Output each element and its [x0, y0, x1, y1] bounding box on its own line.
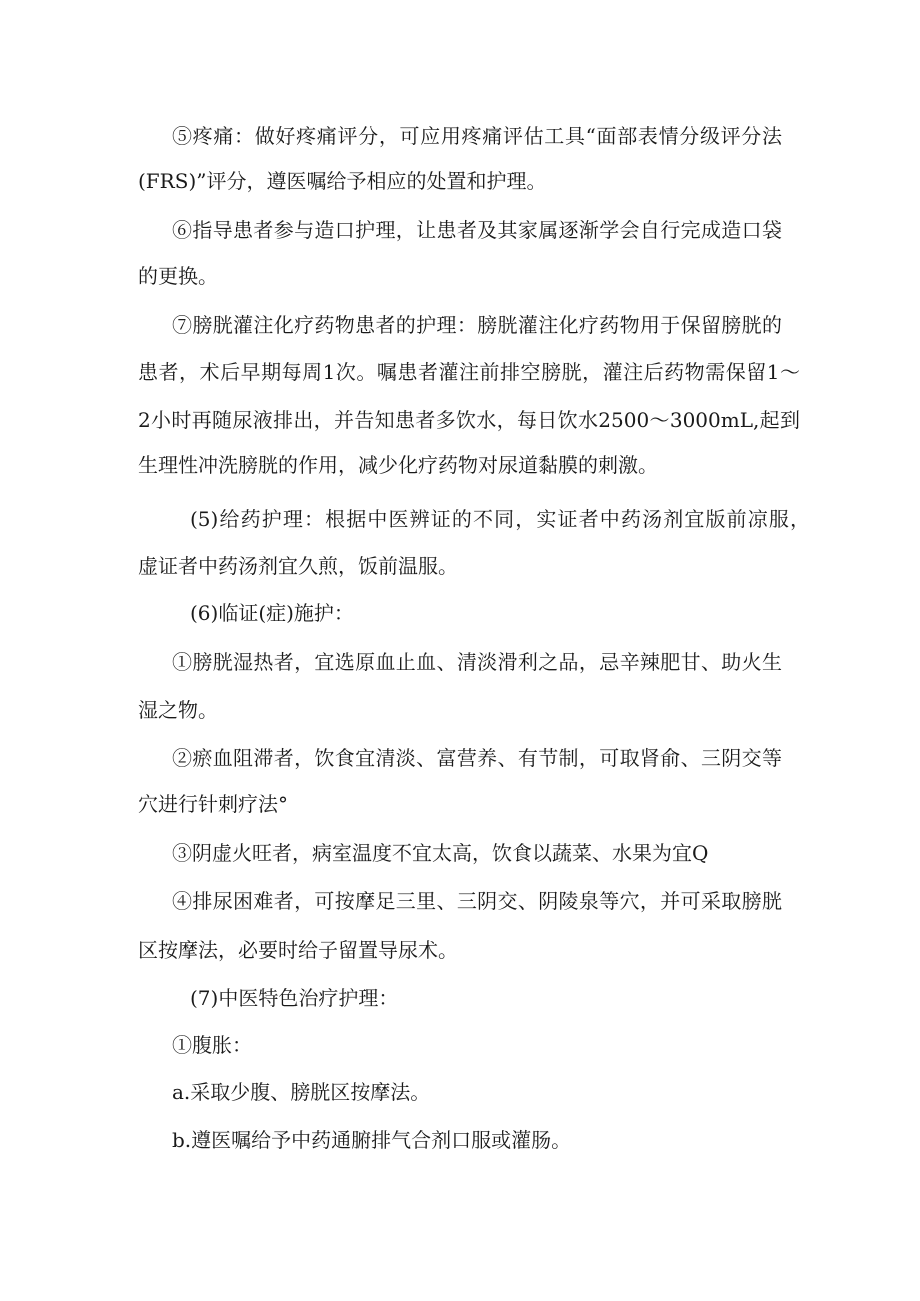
text-line: ①膀胱湿热者，宜选原血止血、清淡滑利之品，忌辛辣肥甘、助火生	[172, 650, 782, 674]
text-line: 虚证者中药汤剂宜久煎，饭前温服。	[138, 554, 458, 578]
text-line: 区按摩法，必要时给子留置导尿术。	[138, 938, 458, 962]
text-line: 患者，术后早期每周1次。嘱患者灌注前排空膀胱，灌注后药物需保留1～	[138, 360, 800, 384]
text-line: b.遵医嘱给予中药通腑排气合剂口服或灌肠。	[172, 1128, 572, 1152]
text-line: (5)给药护理：根据中医辨证的不同，实证者中药汤剂宜版前凉服，	[190, 507, 810, 531]
text-line: ⑦膀胱灌注化疗药物患者的护理：膀胱灌注化疗药物用于保留膀胱的	[172, 313, 782, 337]
text-line: ③阴虚火旺者，病室温度不宜太高，饮食以蔬菜、水果为宜Q	[172, 841, 709, 865]
text-line: ⑤疼痛：做好疼痛评分，可应用疼痛评估工具“面部表情分级评分法	[172, 124, 782, 148]
text-line: a.采取少腹、膀胱区按摩法。	[172, 1080, 431, 1104]
text-line: (FRS)”评分，遵医嘱给予相应的处置和护理。	[138, 169, 547, 193]
text-line: ⑥指导患者参与造口护理，让患者及其家属逐渐学会自行完成造口袋	[172, 218, 782, 242]
text-line: ②瘀血阻滞者，饮食宜清淡、富营养、有节制，可取肾俞、三阴交等	[172, 746, 782, 770]
text-line: 湿之物。	[138, 698, 218, 722]
text-line: ④排尿困难者，可按摩足三里、三阴交、阴陵泉等穴，并可采取膀胱	[172, 889, 782, 913]
text-line: 生理性冲洗膀胱的作用，减少化疗药物对尿道黏膜的刺激。	[138, 453, 658, 477]
text-line: 穴进行针刺疗法°	[138, 792, 288, 816]
text-line: (7)中医特色治疗护理：	[190, 986, 399, 1010]
text-line: 的更换。	[138, 264, 218, 288]
text-line: 2小时再随尿液排出，并告知患者多饮水，每日饮水2500～3000mL,起到	[138, 408, 800, 432]
text-line: (6)临证(症)施护：	[190, 601, 354, 625]
text-line: ①腹胀：	[172, 1033, 252, 1057]
